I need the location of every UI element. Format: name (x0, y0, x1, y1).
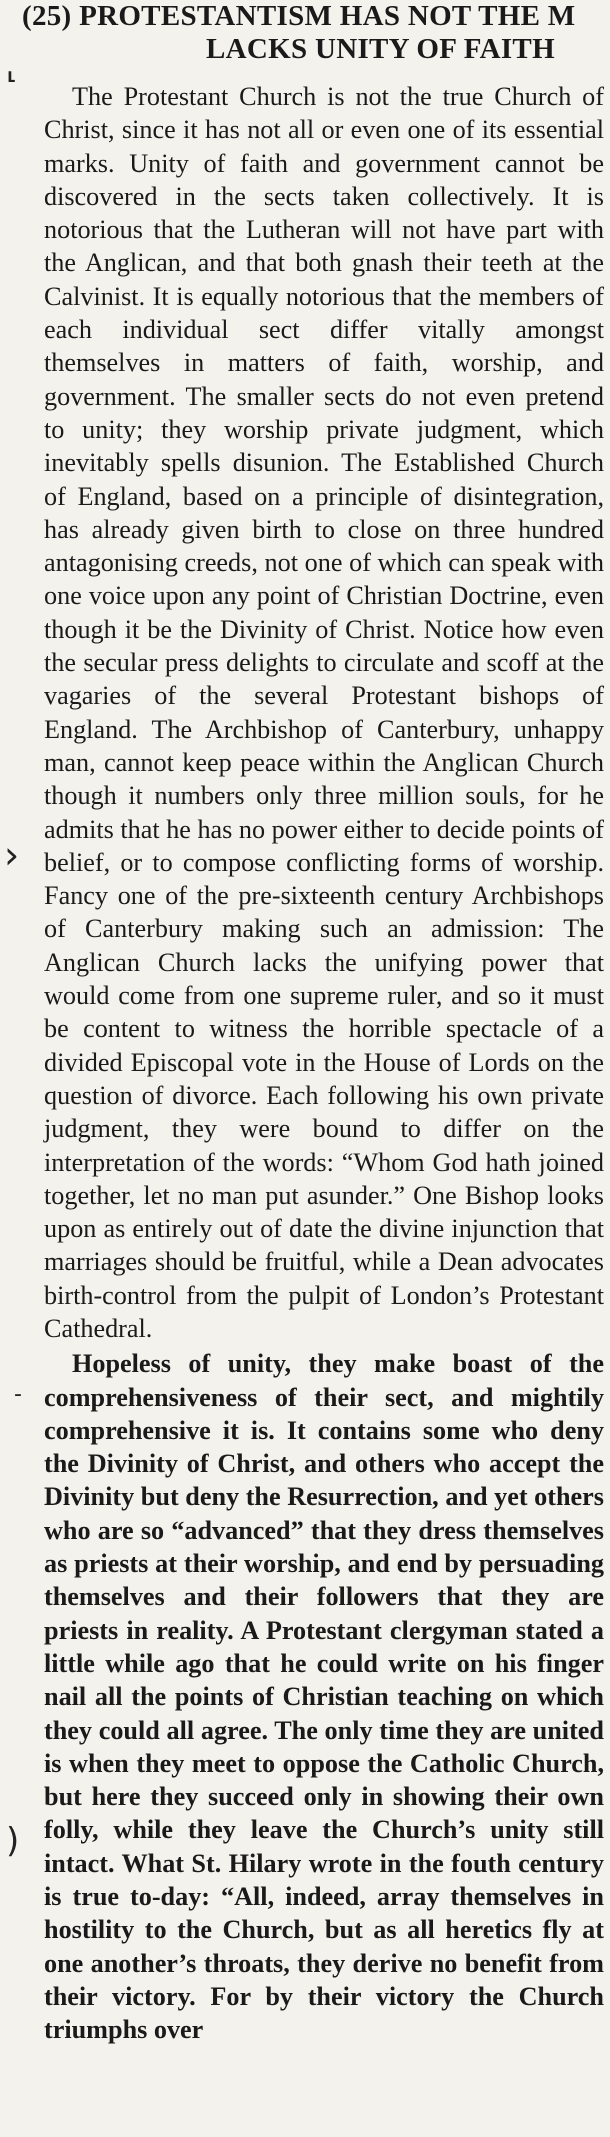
heading-line-2: LACKS UNITY OF FAITH (206, 33, 555, 65)
paragraph-1: The Protestant Church is not the true Church of Christ, since it has not all or even one of its essential marks. Unity of faith and government cannot be discovered in the sects taken collectively. It is notorious that the Lutheran will not have part with the Anglican, and that both gnash their teeth at the Calvinist. It is equally notorious that the members of each individual sect differ vitally amongst themselves in matters of faith, worship, and government. The smaller sects do not even pretend to unity; they worship private judgment, which inevitably spells disunion. The Established Church of England, based on a principle of disintegration, has already given birth to close on three hundred antagonising creeds, not one of which can speak with one voice upon any point of Christian Doctrine, even though it be the Divinity of Christ. Notice how even the secular press delights to circulate and scoff at the vagaries of the several Protestant bishops of England. The Archbishop of Canterbury, unhappy man, cannot keep peace within the Anglican Church though it numbers only three million souls, for he admits that he has no power either to decide points of belief, or to compose conflicting forms of worship. Fancy one of the pre-sixteenth century Archbishops of Canterbury making such an admission: The Anglican Church lacks the unifying power that would come from one supreme ruler, and so it must be content to witness the horrible spectacle of a divided Episcopal vote in the House of Lords on the question of divorce. Each following his own private judgment, they were bound to differ on the interpretation of the words: “Whom God hath joined together, let no man put asunder.” One Bishop looks upon as entirely out of date the divine injunction that marriages should be fruitful, while a Dean advocates birth-control from the pulpit of London’s Protestant Cathedral. (44, 82, 604, 1343)
article-body (44, 80, 604, 2047)
article-heading (22, 0, 610, 66)
margin-mark: › (4, 833, 20, 877)
margin-mark: - (14, 1382, 22, 1407)
margin-mark: ) (6, 1821, 20, 1861)
paragraph-2: Hopeless of unity, they make boast of the comprehensiveness of their sect, and mightily comprehensive it is. It contains some who deny the Divinity of Christ, and others who accept the Divinity but deny the Resurrection, and yet others who are so “advanced” that they dress themselves as priests at their worship, and end by persuading themselves and their followers that they are priests in reality. A Protestant clergyman stated a little while ago that he could write on his finger nail all the points of Christian teaching on which they could all agree. The only time they are united is when they meet to oppose the Catholic Church, but here they succeed only in showing their own folly, while they leave the Church’s unity still intact. What St. Hilary wrote in the fouth century is true to-day: “All, indeed, array themselves in hostility to the Church, but as all heretics fly at one another’s throats, they derive no benefit from their victory. For by their victory the Church triumphs over (44, 1349, 604, 2045)
margin-mark: ⸤ (6, 51, 18, 86)
heading-line-1: (25) PROTESTANTISM HAS NOT THE M (22, 0, 576, 32)
